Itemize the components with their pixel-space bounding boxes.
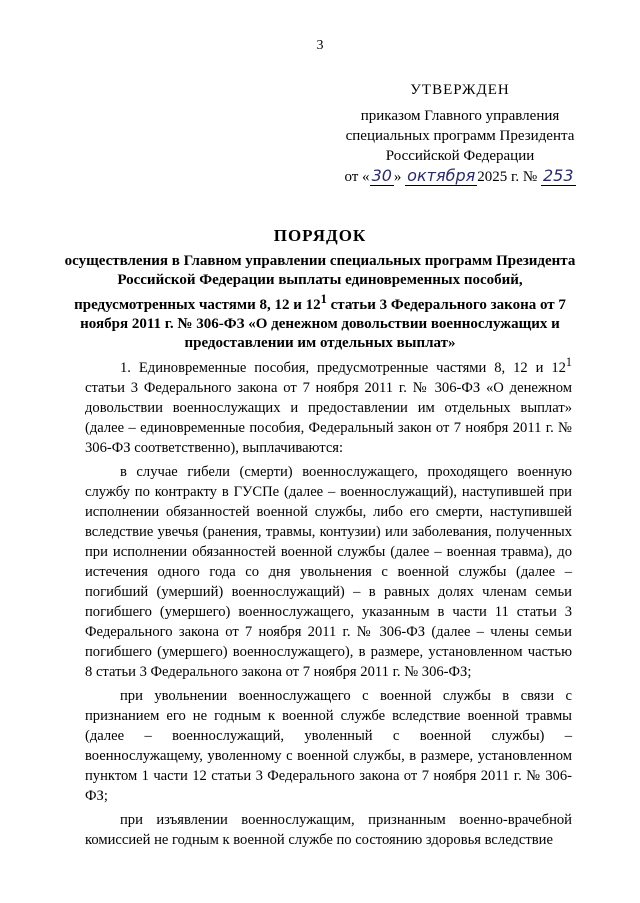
paragraph-1-part-1: 1. Единовременные пособия, предусмотренные частями 8, 12 и 12 bbox=[120, 359, 566, 376]
approval-title: УТВЕРЖДЕН bbox=[410, 82, 510, 98]
paragraph-4: при изъявлении военнослужащим, признанным военно-врачебной комиссией не годным к военной службе по состоянию здоровья вследствие bbox=[85, 811, 572, 848]
date-prefix: от « bbox=[344, 169, 370, 185]
approval-stamp bbox=[330, 80, 590, 187]
date-year: 2025 г. № bbox=[477, 169, 538, 185]
document-subtitle bbox=[60, 252, 580, 353]
approval-line-1: приказом Главного управления bbox=[360, 108, 560, 124]
handwritten-month: октября bbox=[407, 166, 476, 185]
subtitle-superscript: 1 bbox=[320, 292, 327, 306]
approval-line-2: специальных программ Президента bbox=[345, 128, 575, 144]
paragraph-2: в случае гибели (смерти) военнослужащего, проходящего военную службу по контракту в ГУСПе (далее – военнослужащий), наступившей при исполнении обязанностей военной службы, либо его смерти, наступившей вследствие увечья (ранения, травмы, контузии) или заболевания, полученных при исполнении обязанностей военной службы (далее – военная травма), до истечения одного года со дня увольнения с военной службы (далее – погибший (умерший) военнослужащий) – в равных долях членам семьи погибшего (умершего) военнослужащего, указанным в части 11 статьи 3 Федерального закона от 7 ноября 2011 г. № 306-ФЗ (далее – члены семьи погибшего (умершего) военнослужащего), в размере, установленном частью 8 статьи 3 Федерального закона от 7 ноября 2011 г. № 306-ФЗ; bbox=[85, 463, 572, 680]
document-body bbox=[85, 352, 572, 850]
page-number: 3 bbox=[316, 38, 324, 53]
subtitle-part-2: статьи 3 Федерального закона от 7 ноября 2011 г. № 306-ФЗ «О денежном довольствии военнослужащих и предоставлении им отдельных выплат» bbox=[80, 297, 566, 351]
paragraph-1-superscript: 1 bbox=[565, 355, 572, 369]
approval-line-3: Российской Федерации bbox=[385, 148, 535, 164]
date-mid: » bbox=[393, 169, 406, 185]
paragraph-1 bbox=[85, 352, 572, 458]
paragraph-1-part-2: статьи 3 Федерального закона от 7 ноября 2011 г. № 306-ФЗ «О денежном довольствии военнослужащих и предоставлении им отдельных выплат» (далее – единовременные пособия, Федеральный закон от 7 ноября 2011 г. № 306-ФЗ соответственно), выплачиваются: bbox=[85, 379, 572, 456]
document-heading bbox=[60, 226, 580, 353]
paragraph-3: при увольнении военнослужащего с военной службы в связи с признанием его не годным к военной службе вследствие военной травмы (далее – военнослужащий, уволенный с военной службы) – военнослужащему, уволенному с военной службы, в размере, установленном пунктом 1 части 12 статьи 3 Федерального закона от 7 ноября 2011 г. № 306-ФЗ; bbox=[85, 687, 572, 804]
handwritten-order-number: 253 bbox=[543, 166, 574, 185]
document-title: ПОРЯДОК bbox=[273, 226, 367, 245]
handwritten-day: 30 bbox=[371, 166, 392, 185]
subtitle-part-1: осуществления в Главном управлении специальных программ Президента Российской Федерации выплаты единовременных пособий, предусмотренных частями 8, 12 и 12 bbox=[64, 253, 576, 313]
approval-date-line bbox=[330, 166, 590, 187]
